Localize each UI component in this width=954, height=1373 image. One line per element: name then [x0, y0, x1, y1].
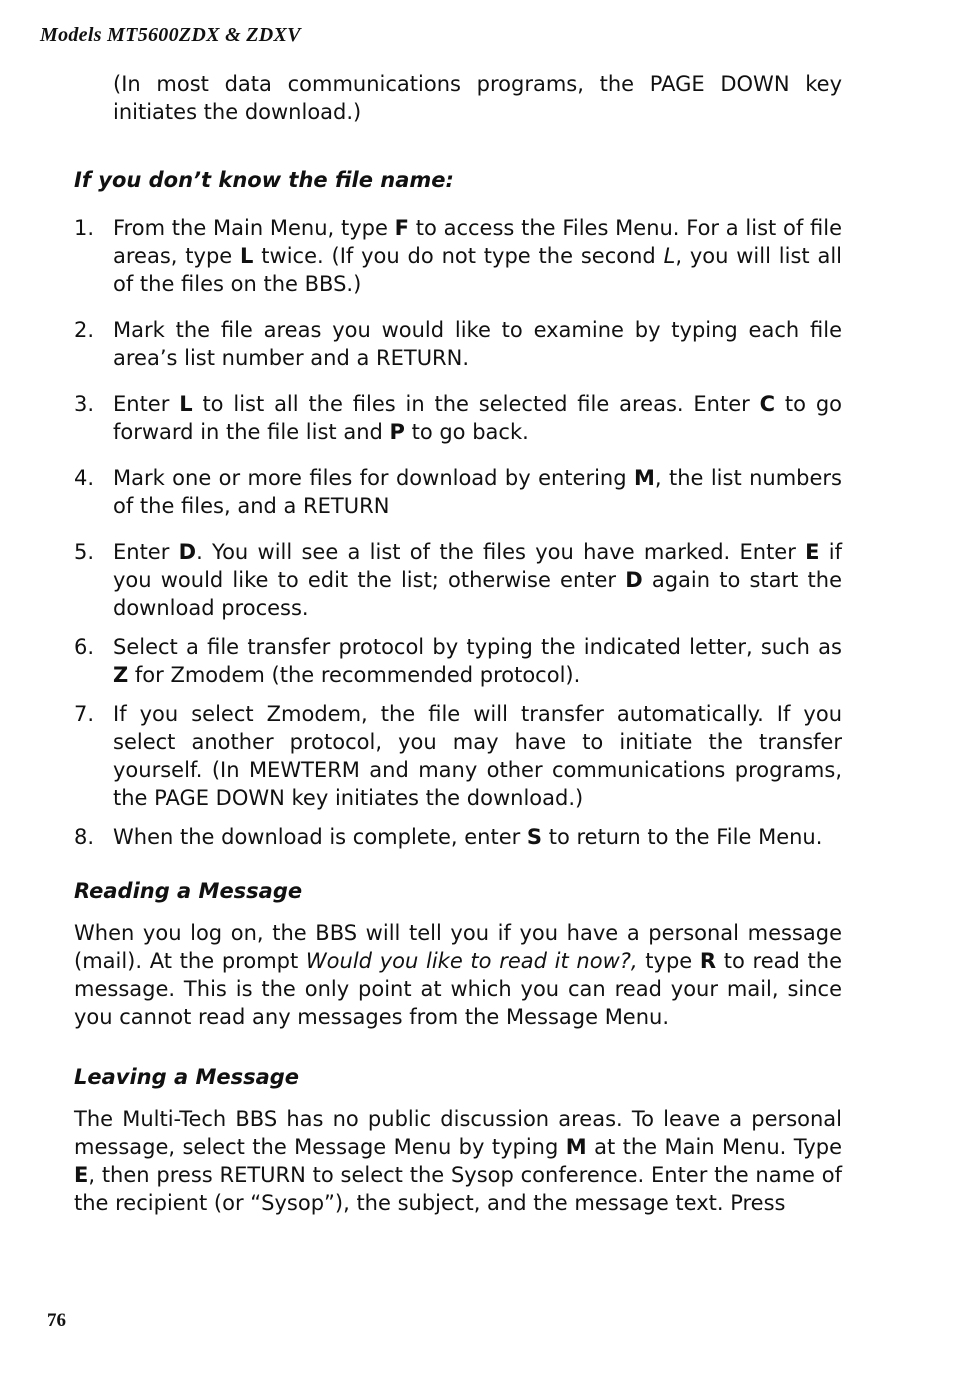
italic-letter: L: [663, 244, 676, 268]
key-letter: R: [699, 949, 717, 973]
step-text: When the download is complete, enter: [113, 825, 527, 849]
key-letter: M: [565, 1135, 587, 1159]
step-text: twice. (If you do not type the second: [253, 244, 664, 268]
step-text: Enter: [113, 540, 179, 564]
step-text: to go back.: [404, 420, 529, 444]
running-head: Models MT5600ZDX & ZDXV: [40, 24, 301, 46]
key-letter: E: [74, 1163, 89, 1187]
paragraph-text: , then press RETURN to select the Sysop conference. Enter the name of the recipient (or “Sysop”), the subject, and the message text. Press: [74, 1163, 842, 1215]
key-letter: L: [240, 244, 254, 268]
paragraph-text: When you log on, the BBS will tell you if you have a personal message (mail). At the prompt: [74, 921, 842, 973]
key-letter: E: [805, 540, 820, 564]
step-text: Mark one or more files for download by entering: [113, 466, 634, 490]
step-number: 4.: [74, 466, 95, 490]
step-number: 8.: [74, 825, 95, 849]
key-letter: D: [178, 540, 197, 564]
list-item: [74, 700, 842, 812]
key-letter: P: [389, 420, 405, 444]
step-text: to return to the File Menu.: [542, 825, 823, 849]
step-text: Select a file transfer protocol by typing the indicated letter, such as: [113, 635, 842, 659]
paragraph-text: to read the message. This is the only point at which you can read your mail, since you cannot read any messages from the Message Menu.: [74, 949, 843, 1029]
list-item: [74, 214, 842, 298]
list-item: [74, 316, 842, 372]
step-number: 6.: [74, 635, 95, 659]
paragraph-text: type: [637, 949, 700, 973]
key-letter: L: [179, 392, 193, 416]
key-letter: D: [625, 568, 643, 592]
section-heading-reading: Reading a Message: [74, 879, 303, 903]
list-item: [74, 390, 842, 446]
step-text: , you will list all of the files on the BBS.): [113, 244, 842, 296]
key-letter: M: [633, 466, 655, 490]
step-text: to list all the files in the selected file areas. Enter: [192, 392, 760, 416]
key-letter: F: [394, 216, 409, 240]
step-number: 7.: [74, 702, 95, 726]
step-number: 1.: [74, 216, 95, 240]
section-heading-leaving: Leaving a Message: [74, 1065, 300, 1089]
step-text: Mark the file areas you would like to examine by typing each file area’s list number and a RETURN.: [113, 318, 842, 370]
list-item: [74, 538, 842, 622]
step-number: 2.: [74, 318, 95, 342]
list-item: [74, 633, 842, 689]
intro-paragraph: (In most data communications programs, the PAGE DOWN key initiates the download.): [113, 72, 842, 124]
paragraph-text: The Multi-Tech BBS has no public discussion areas. To leave a personal message, select the Message Menu by typing: [74, 1107, 842, 1159]
key-letter: C: [759, 392, 776, 416]
step-text: If you select Zmodem, the file will transfer automatically. If you select another protocol, you may have to initiate the transfer yourself. (In MEWTERM and many other communications programs, the PAGE DOWN key initiates the download.): [113, 702, 842, 810]
prompt-text: Would you like to read it now?,: [305, 949, 638, 973]
key-letter: S: [526, 825, 543, 849]
step-text: to access the Files Menu. For a list of file areas, type: [113, 216, 842, 268]
step-text: From the Main Menu, type: [113, 216, 395, 240]
step-text: if you would like to edit the list; otherwise enter: [113, 540, 843, 592]
reading-paragraph: [74, 919, 842, 1031]
step-text: to go forward in the file list and: [113, 392, 842, 444]
page-body: [74, 70, 842, 1217]
list-item: [74, 823, 842, 851]
download-steps-list: [74, 214, 842, 851]
step-text: . You will see a list of the files you have marked. Enter: [196, 540, 806, 564]
key-letter: Z: [113, 663, 129, 687]
list-item: [74, 464, 842, 520]
step-text: Enter: [113, 392, 180, 416]
page-number: 76: [47, 1310, 66, 1331]
step-number: 3.: [74, 392, 95, 416]
leaving-paragraph: [74, 1105, 842, 1217]
paragraph-text: at the Main Menu. Type: [586, 1135, 842, 1159]
step-text: , the list numbers of the files, and a RETURN: [113, 466, 842, 518]
step-number: 5.: [74, 540, 95, 564]
section-heading-unknown-file: If you don’t know the file name:: [74, 168, 454, 192]
step-text: for Zmodem (the recommended protocol).: [128, 663, 581, 687]
step-text: again to start the download process.: [113, 568, 842, 620]
